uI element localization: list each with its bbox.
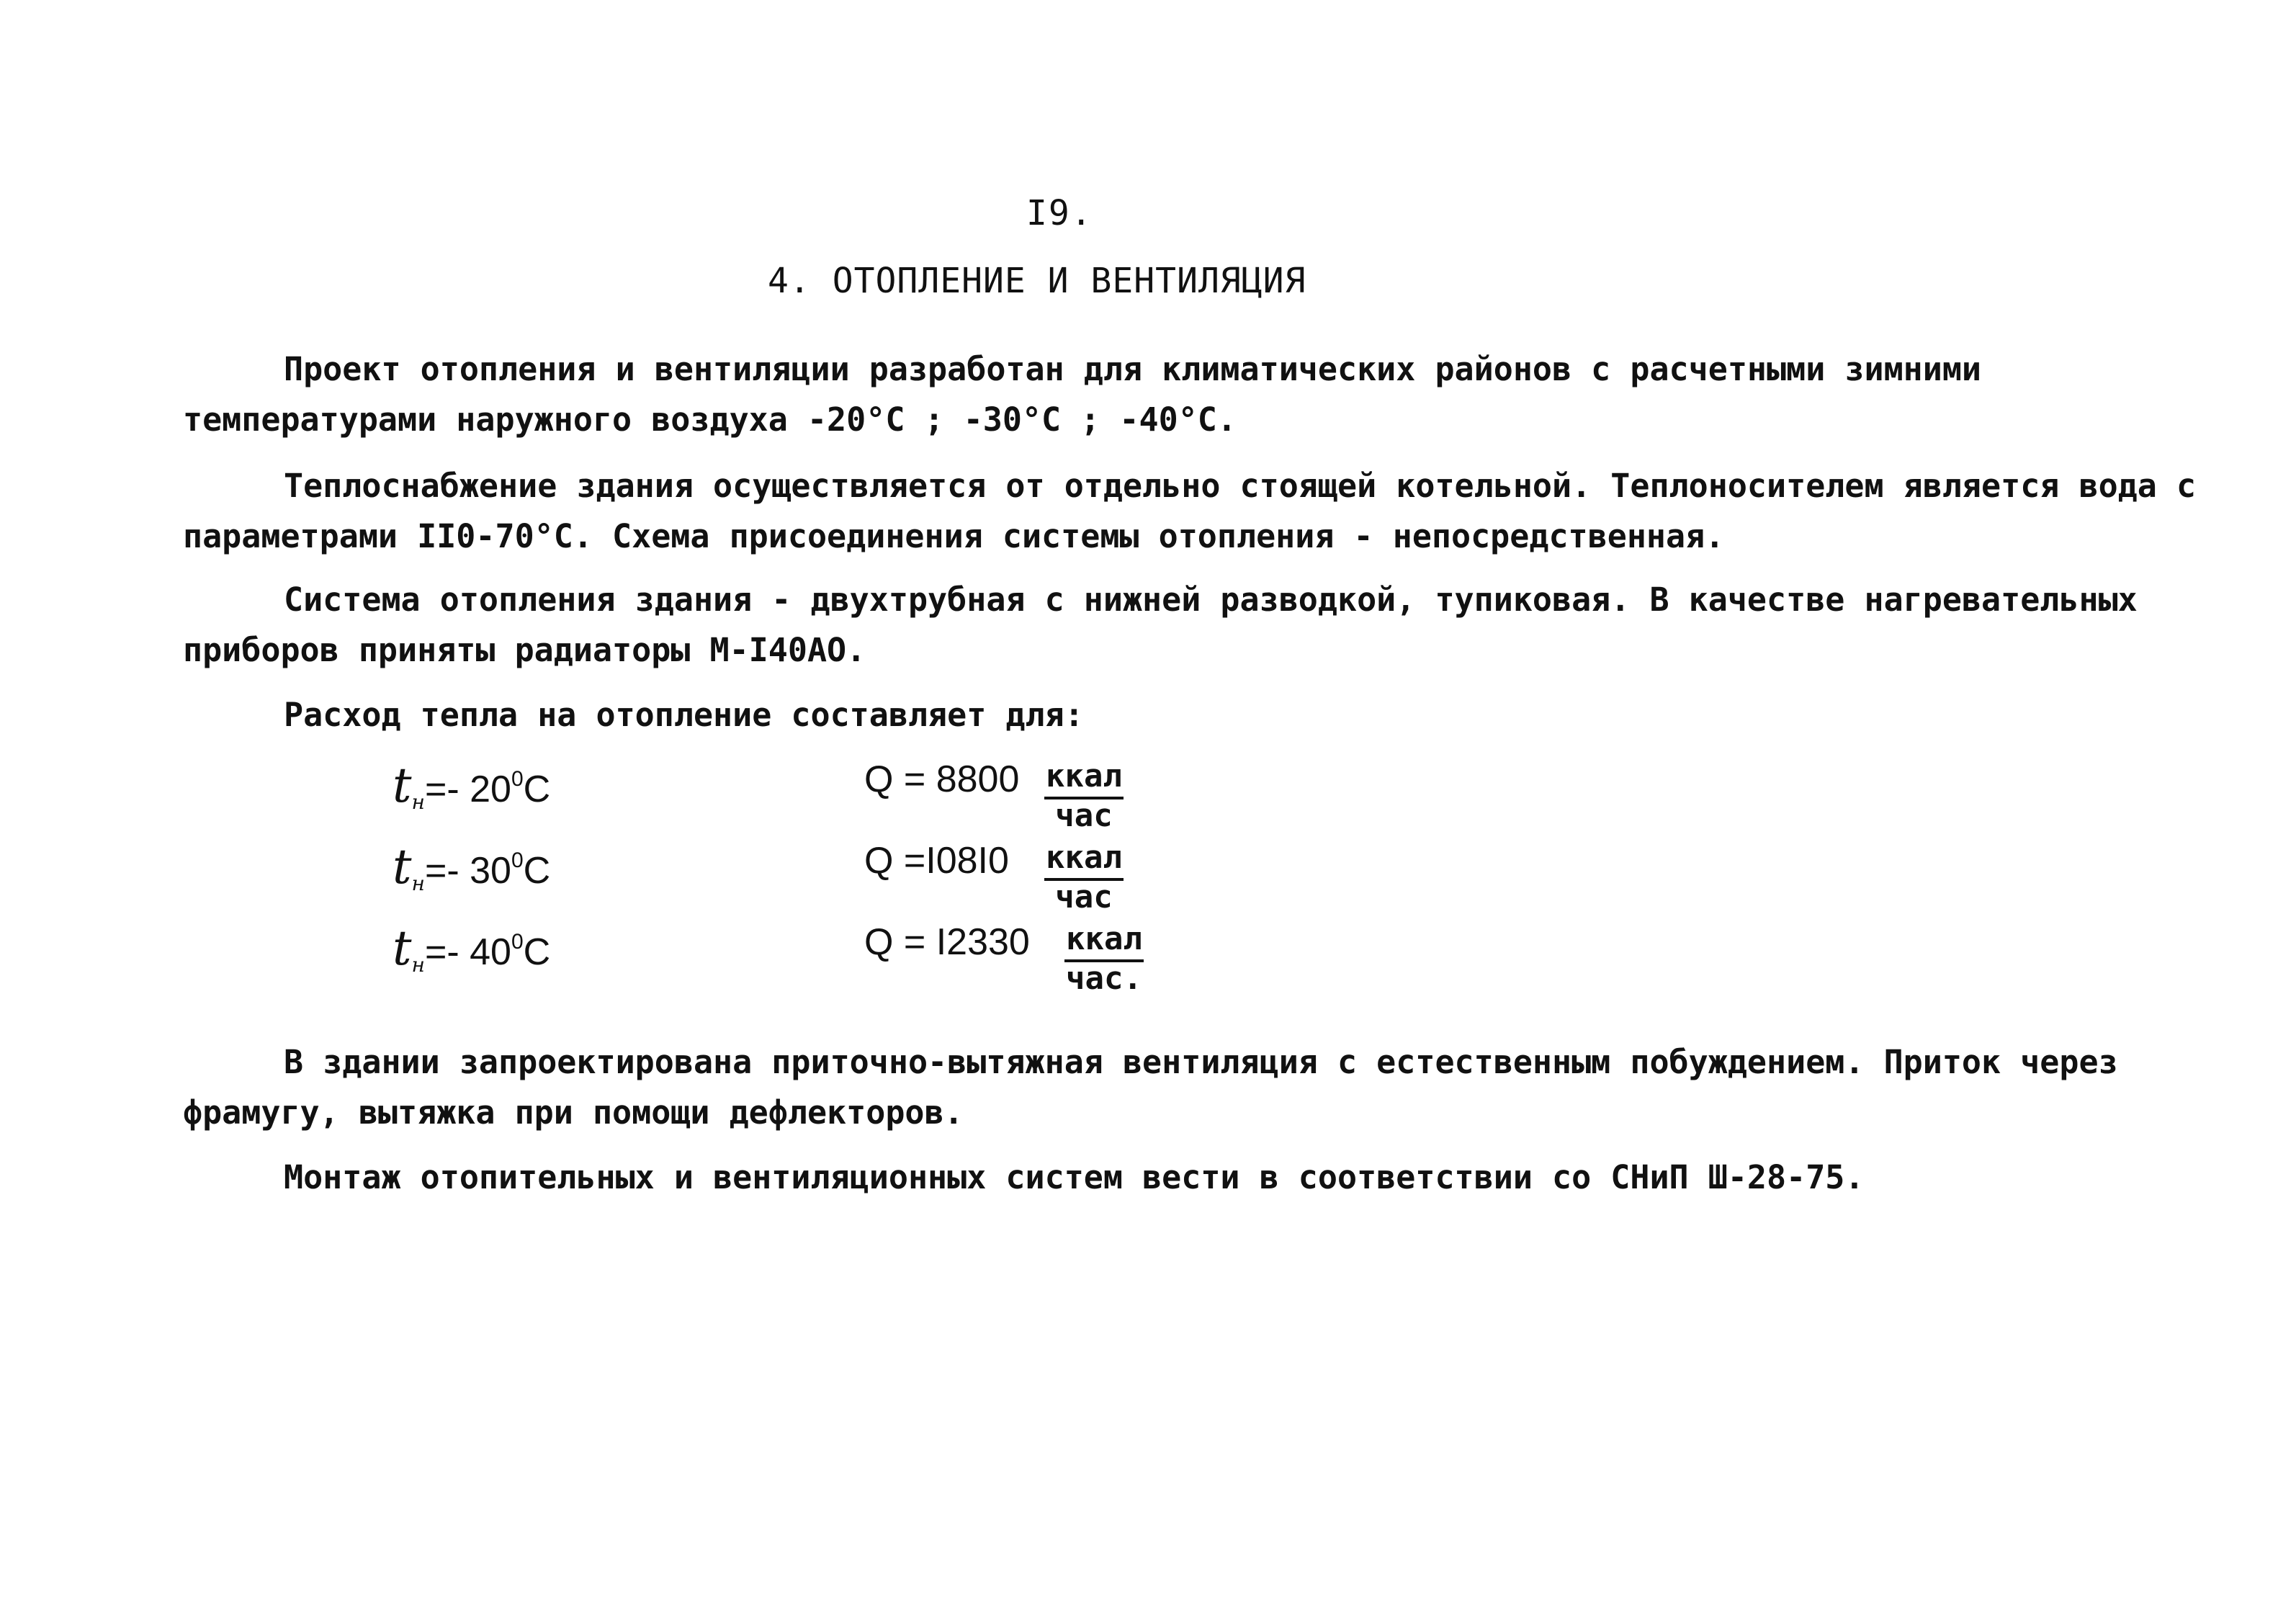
t-subscript: н	[411, 953, 425, 977]
heat-load: Q =I08I0	[864, 840, 1009, 882]
paragraph-installation: Монтаж отопительных и вентиляционных систем вести в соответствии со СНиП Ш-28-75.	[284, 1158, 1865, 1196]
t-symbol: t	[393, 839, 412, 895]
heat-row	[0, 921, 2296, 1000]
t-symbol: t	[393, 921, 412, 976]
temp-unit: С	[523, 931, 551, 973]
temp-value: =- 30	[424, 850, 511, 892]
section-title: 4. ОТОПЛЕНИЕ И ВЕНТИЛЯЦИЯ	[768, 261, 1306, 301]
unit-numerator: ккал	[1044, 839, 1124, 881]
unit-fraction	[1064, 921, 1144, 995]
degree-mark: 0	[511, 930, 524, 954]
temp-value: =- 40	[424, 931, 511, 973]
paragraph-heating-system: Система отопления здания - двухтрубная с нижней разводкой, тупиковая. В качестве нагревательных приборов приняты радиаторы М-I40АО.	[183, 581, 2138, 669]
unit-fraction	[1044, 839, 1124, 914]
paragraph-ventilation: В здании запроектирована приточно-вытяжная вентиляция с естественным побуждением. Приток через фрамугу, вытяжка при помощи дефлекторов.	[183, 1043, 2118, 1132]
unit-numerator: ккал	[1044, 758, 1124, 799]
heat-load: Q = I2330	[864, 921, 1030, 963]
paragraph-design-scope: Проект отопления и вентиляции разработан для климатических районов с расчетными зимними температурами наружного воздуха -20°С ; -30°С ; -40°С.	[183, 350, 1982, 439]
temp-unit: С	[523, 850, 551, 892]
unit-denominator: час	[1055, 879, 1113, 915]
t-symbol: t	[393, 758, 412, 813]
temp-value: =- 20	[424, 769, 511, 810]
t-subscript: н	[411, 872, 425, 895]
outdoor-temperature	[393, 921, 550, 977]
heat-load: Q = 8800	[864, 758, 1020, 800]
heat-row	[0, 758, 2296, 837]
degree-mark: 0	[511, 767, 524, 791]
unit-numerator: ккал	[1064, 921, 1144, 962]
paragraph-heat-consumption-intro: Расход тепла на отопление составляет для:	[284, 696, 1084, 734]
outdoor-temperature	[393, 758, 550, 814]
t-subscript: н	[411, 790, 425, 814]
unit-denominator: час	[1055, 797, 1113, 834]
outdoor-temperature	[393, 839, 550, 895]
unit-fraction	[1044, 758, 1124, 833]
page-number: I9.	[1026, 193, 1093, 233]
degree-mark: 0	[511, 848, 524, 872]
paragraph-heat-supply: Теплоснабжение здания осуществляется от отдельно стоящей котельной. Теплоносителем является вода с параметрами II0-70°С. Схема присоединения системы отопления - непосредственная.	[183, 467, 2197, 555]
temp-unit: С	[523, 769, 551, 810]
heat-row	[0, 839, 2296, 918]
unit-denominator: час.	[1066, 960, 1142, 997]
